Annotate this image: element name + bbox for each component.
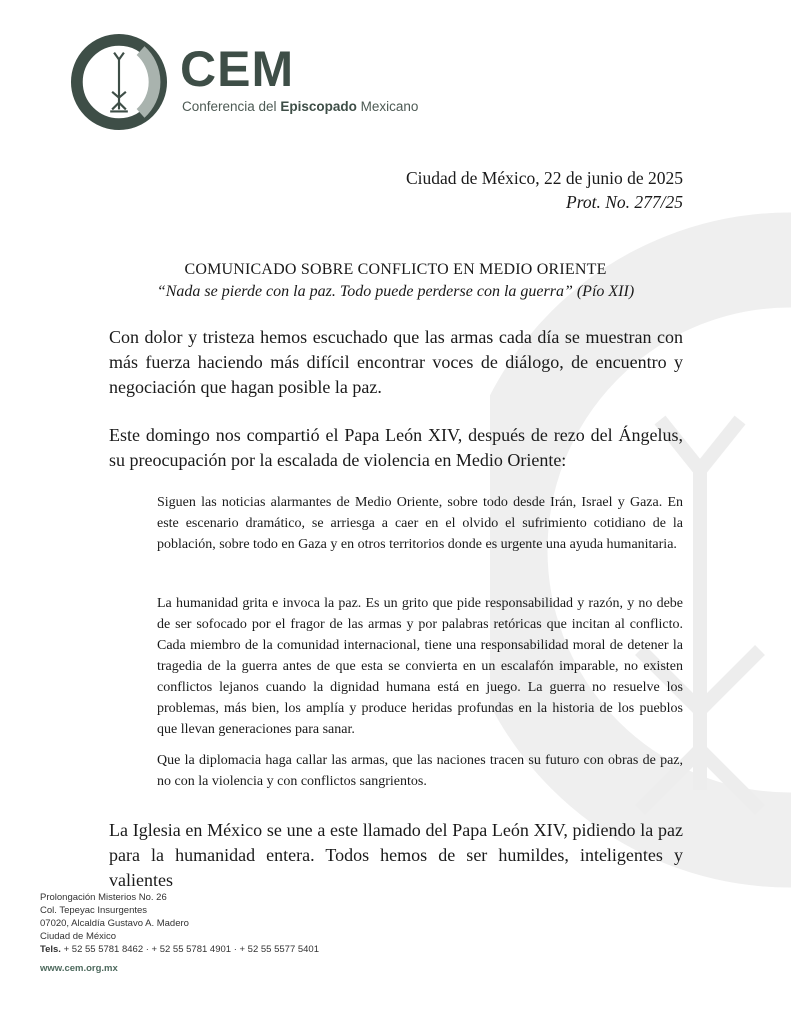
place-date: Ciudad de México, 22 de junio de 2025 <box>405 168 683 188</box>
document-title: COMUNICADO SOBRE CONFLICTO EN MEDIO ORIENTE <box>184 261 607 278</box>
title-block <box>0 258 791 303</box>
paragraph-2: Este domingo nos compartió el Papa León XIV, después de rezo del Ángelus, su preocupación por la escalada de violencia en Medio Oriente: <box>109 425 683 470</box>
address-line-3: 07020, Alcaldía Gustavo A. Madero <box>40 918 189 929</box>
paragraph-3: La Iglesia en México se une a este llamado del Papa León XIV, pidiendo la paz para la humanidad entera. Todos hemos de ser humildes, inteligentes y valientes <box>109 820 683 890</box>
address-line-4: Ciudad de México <box>40 931 117 942</box>
epigraph: “Nada se pierde con la paz. Todo puede perderse con la guerra” (Pío XII) <box>156 283 635 300</box>
address-line-2: Col. Tepeyac Insurgentes <box>40 905 148 916</box>
quote-paragraph-3: Que la diplomacia haga callar las armas, que las naciones tracen su futuro con obras de paz, no con la violencia y con conflictos sangrientos. <box>157 753 683 789</box>
website-link[interactable]: www.cem.org.mx <box>40 963 118 974</box>
phone-line: Tels. + 52 55 5781 8462 · + 52 55 5781 4901 · + 52 55 5577 5401 <box>40 944 319 955</box>
quote-paragraph-2: La humanidad grita e invoca la paz. Es un grito que pide responsabilidad y razón, y no debe de ser sofocado por el fragor de las armas y por palabras retóricas que incitan al conflicto. Cada miembro de la comunidad internacional, tiene una responsabilidad moral de detener la tragedia de la guerra antes de que esta se convierta en un escalafón imparable, no existen conflictos lejanos cuando la dignidad humana está en juego. La guerra no resuelve los problemas, más bien, los amplía y produce heridas profundas en la historia de los pueblos que llevan generaciones para sanar. <box>157 596 683 737</box>
protocol-number: Prot. No. 277/25 <box>566 192 683 212</box>
paragraph-1: Con dolor y tristeza hemos escuchado que las armas cada día se muestran con más fuerza haciendo más difícil encontrar voces de diálogo, de encuentro y negociación que hagan posible la paz. <box>109 327 683 397</box>
brand-name: CEM <box>180 41 295 97</box>
dateline <box>406 166 683 214</box>
brand-subtitle: Conferencia del Episcopado Mexicano <box>182 99 419 114</box>
cem-logo-icon <box>70 33 168 131</box>
address-line-1: Prolongación Misterios No. 26 <box>40 892 167 903</box>
footer-address <box>40 891 319 975</box>
quote-paragraph-1: Siguen las noticias alarmantes de Medio Oriente, sobre todo desde Irán, Israel y Gaza. En este escenario dramático, se arriesga a caer en el olvido el sufrimiento cotidiano de la población, sobre todo en Gaza y en otros territorios donde es urgente una ayuda humanitaria. <box>157 495 683 552</box>
